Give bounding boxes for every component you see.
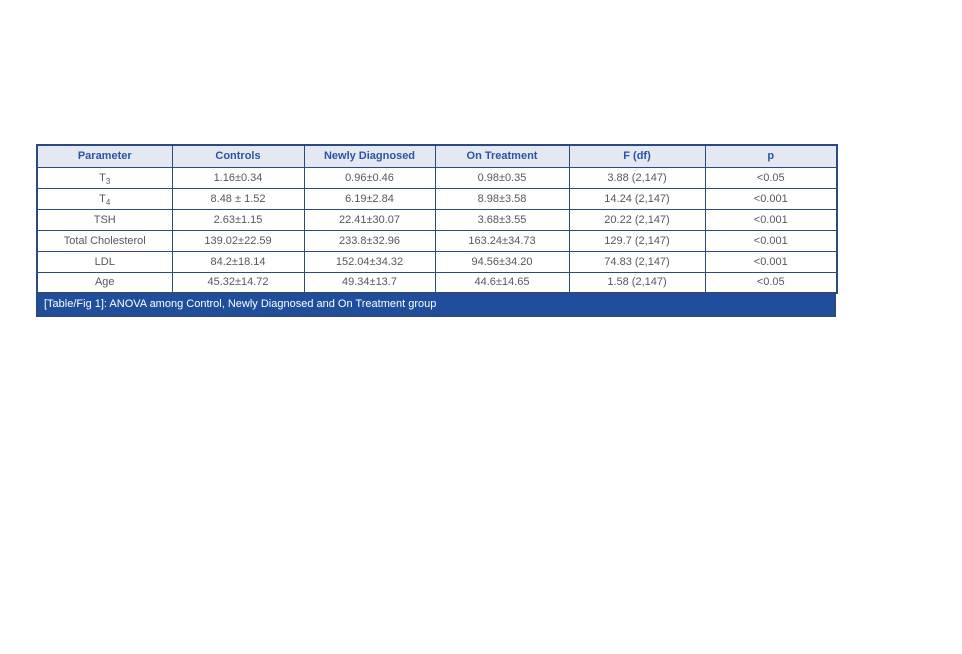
column-header-newly-diagnosed: Newly Diagnosed xyxy=(304,145,435,167)
value-cell: 94.56±34.20 xyxy=(435,251,569,272)
value-cell: 2.63±1.15 xyxy=(172,209,304,230)
table-row-ldl xyxy=(37,251,837,272)
value-cell: <0.001 xyxy=(705,209,837,230)
value-cell: <0.001 xyxy=(705,230,837,251)
value-cell: <0.001 xyxy=(705,251,837,272)
value-cell: 163.24±34.73 xyxy=(435,230,569,251)
value-cell: 8.48 ± 1.52 xyxy=(172,188,304,209)
table-row-age xyxy=(37,272,837,293)
value-cell: 3.68±3.55 xyxy=(435,209,569,230)
value-cell: 1.58 (2,147) xyxy=(569,272,705,293)
column-header-controls: Controls xyxy=(172,145,304,167)
value-cell: 233.8±32.96 xyxy=(304,230,435,251)
parameter-cell: Total Cholesterol xyxy=(37,230,172,251)
table-row-total-cholesterol xyxy=(37,230,837,251)
value-cell: 44.6±14.65 xyxy=(435,272,569,293)
column-header-parameter: Parameter xyxy=(37,145,172,167)
column-header-on-treatment: On Treatment xyxy=(435,145,569,167)
table-row-t4 xyxy=(37,188,837,209)
value-cell: 139.02±22.59 xyxy=(172,230,304,251)
parameter-cell: TSH xyxy=(37,209,172,230)
parameter-cell: $T_4$ xyxy=(37,188,172,209)
column-header-f-df: F (df) xyxy=(569,145,705,167)
table-row-tsh xyxy=(37,209,837,230)
subscript: 4 xyxy=(105,197,111,207)
table-caption: [Table/Fig 1]: ANOVA among Control, Newly Diagnosed and On Treatment group xyxy=(36,294,836,317)
value-cell: <0.05 xyxy=(705,272,837,293)
value-cell: 84.2±18.14 xyxy=(172,251,304,272)
value-cell: 3.88 (2,147) xyxy=(569,167,705,188)
parameter-cell: LDL xyxy=(37,251,172,272)
subscript: 3 xyxy=(105,176,111,186)
column-header-p: p xyxy=(705,145,837,167)
value-cell: 152.04±34.32 xyxy=(304,251,435,272)
value-cell: 129.7 (2,147) xyxy=(569,230,705,251)
value-cell: 0.98±0.35 xyxy=(435,167,569,188)
value-cell: 20.22 (2,147) xyxy=(569,209,705,230)
anova-table xyxy=(36,144,838,294)
parameter-cell: Age xyxy=(37,272,172,293)
value-cell: 14.24 (2,147) xyxy=(569,188,705,209)
table-row-t3 xyxy=(37,167,837,188)
value-cell: 45.32±14.72 xyxy=(172,272,304,293)
value-cell: 74.83 (2,147) xyxy=(569,251,705,272)
value-cell: 49.34±13.7 xyxy=(304,272,435,293)
table-header-row xyxy=(37,145,837,167)
anova-table-figure xyxy=(36,144,836,317)
value-cell: 0.96±0.46 xyxy=(304,167,435,188)
parameter-cell: $T_3$ xyxy=(37,167,172,188)
value-cell: 22.41±30.07 xyxy=(304,209,435,230)
value-cell: 6.19±2.84 xyxy=(304,188,435,209)
value-cell: 1.16±0.34 xyxy=(172,167,304,188)
value-cell: 8.98±3.58 xyxy=(435,188,569,209)
value-cell: <0.001 xyxy=(705,188,837,209)
value-cell: <0.05 xyxy=(705,167,837,188)
